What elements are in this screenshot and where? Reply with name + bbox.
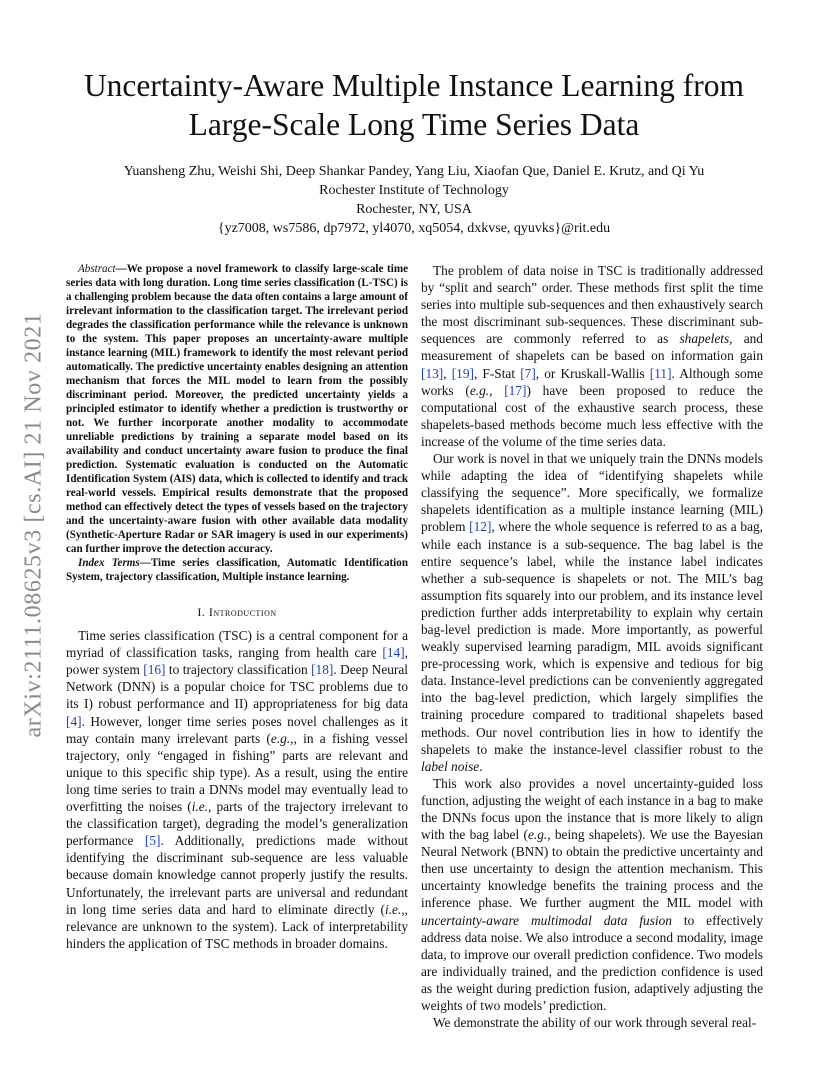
abstract-paragraph bbox=[66, 262, 408, 556]
body-text: We demonstrate the ability of our work through several real- bbox=[433, 1015, 757, 1031]
body-text: Time series classification (TSC) is a central component for a myriad of classification tasks, ranging from health care bbox=[66, 628, 408, 661]
index-terms bbox=[66, 556, 408, 584]
body-text: , relevance are unknown to the system). Lack of interpretability hinders the application of TSC methods in broader domains. bbox=[66, 901, 408, 951]
citation-link[interactable]: [16] bbox=[143, 662, 166, 678]
section-title: Introduction bbox=[208, 605, 277, 619]
emphasis-text: e.g., bbox=[270, 730, 294, 746]
body-text: . bbox=[479, 758, 483, 774]
citation-link[interactable]: [13] bbox=[421, 365, 444, 381]
section-heading-introduction bbox=[66, 604, 408, 621]
section-number: I. bbox=[197, 605, 209, 619]
body-text: , and measurement of shapelets can be based on information gain bbox=[421, 331, 763, 364]
body-text: The problem of data noise in TSC is traditionally addressed by “split and search” order. These methods first split the time series into multiple sub-sequences and then exhaustively search the most discriminant sub-sequences. These discriminant sub-sequences are commonly referred to as bbox=[421, 263, 763, 347]
body-text: to trajectory classification bbox=[165, 662, 312, 678]
body-text: . Deep Neural Network (DNN) is a popular choice for TSC problems due to its I) robust performance and II) appropriateness for big data bbox=[66, 662, 408, 712]
body-text: . Although some works ( bbox=[421, 365, 764, 398]
index-terms-label: Index Terms bbox=[78, 557, 140, 569]
arxiv-id-label: arXiv:2111.08625v3 [cs.AI] 21 Nov 2021 bbox=[20, 312, 47, 738]
body-text: . Additionally, predictions made without identifying the discriminant sub-sequence are less valuable because domain knowledge cannot properly justify the results. Unfortunately, the irrelevant parts are universal and redundant in long time series data and hard to eliminate directly ( bbox=[66, 833, 408, 917]
body-text: , or Kruskall-Wallis bbox=[535, 365, 650, 381]
intro-paragraph-4 bbox=[421, 775, 763, 1014]
abstract-text: We propose a novel framework to classify large-scale time series data with long duration. Long time series classification (L-TSC) is a challenging problem because the data often contains a large amount of irrelevant information to the classification target. The irrelevant period degrades the classification performance while the relevance is unknown to the system. This paper proposes an uncertainty-aware multiple instance learning (MIL) framework to identify the most relevant period automatically. The predictive uncertainty enables designing an attention mechanism that forces the MIL model to learn from the possibly discriminant period. Moreover, the predicted uncertainty yields a principled estimator to identify whether a prediction is trustworthy or not. We further incorporate another modality to accommodate unreliable predictions by training a separate model based on its availability and conduct uncertainty aware fusion to produce the final prediction. Systematic evaluation is conducted on the Automatic Identification System (AIS) data, which is collected to identify and track real-world vessels. Empirical results demonstrate that the proposed method can effectively detect the types of vessels based on the trajectory and the uncertainty-aware fusion with other available data modality (Synthetic-Aperture Radar or SAR imagery is used in our experiments) can further improve the detection accuracy. bbox=[66, 263, 408, 555]
abstract bbox=[66, 262, 408, 584]
body-text: to effectively address data noise. We also introduce a second modality, image data, to improve our overall prediction confidence. Two models are individually trained, and the prediction confidence is used as the weight during prediction fusion, adaptively adjusting the weights of two models’ prediction. bbox=[421, 912, 763, 1014]
author-list: Yuansheng Zhu, Weishi Shi, Deep Shankar Pandey, Yang Liu, Xiaofan Que, Daniel E. Krutz, and Qi Yu bbox=[123, 164, 705, 179]
citation-link[interactable]: [12] bbox=[469, 519, 492, 535]
paper-title bbox=[50, 66, 778, 144]
citation-link[interactable]: [7] bbox=[520, 365, 536, 381]
emphasis-text: i.e., bbox=[191, 799, 212, 815]
emphasis-text: e.g., bbox=[469, 382, 493, 398]
emphasis-text: e.g., bbox=[527, 827, 551, 843]
body-text: , power system bbox=[66, 645, 408, 678]
body-text: , where the whole sequence is referred to as a bag, while each instance is a sub-sequence. The bag label is the entire sequence’s label, while the instance label indicates whether a sub-sequence is shapelets or not. The MIL’s bag assumption fits squarely into our problem, and its instance level prediction further adds interpretability to explain why certain bag-level prediction is made. More importantly, as powerful weakly supervised learning paradigm, MIL avoids significant pre-processing work, which is expensive and tedious for big data. Instance-level predictions can be conveniently aggregated into the bag-level prediction, which largely simplifies the training procedure compared to traditional shapelets based methods. Our novel contribution lies in how to identify the shapelets to make the instance-level classifier robust to the bbox=[421, 519, 763, 757]
body-text bbox=[492, 383, 504, 398]
citation-link[interactable]: [4] bbox=[66, 713, 82, 729]
index-terms-dash: — bbox=[139, 557, 151, 569]
intro-paragraph-2 bbox=[421, 262, 763, 450]
abstract-label: Abstract bbox=[78, 263, 116, 275]
body-text: ) have been proposed to reduce the computational cost of the exhaustive search process, these shapelets-based methods become much less effective with the increase of the volume of the time series data. bbox=[421, 382, 763, 449]
citation-link[interactable]: [19] bbox=[451, 365, 474, 381]
body-text: being shapelets). We use the Bayesian Neural Network (BNN) to obtain the predictive uncertainty and then use uncertainty to design the attention mechanism. This uncertainty knowledge benefits the training process and the inference phase. We further augment the MIL model with bbox=[421, 827, 763, 911]
citation-link[interactable]: [18] bbox=[311, 662, 334, 678]
body-text: , F-Stat bbox=[473, 365, 521, 381]
body-text: , bbox=[443, 365, 452, 381]
location: Rochester, NY, USA bbox=[356, 202, 472, 217]
left-column bbox=[66, 262, 408, 952]
author-block bbox=[50, 162, 778, 238]
intro-paragraph-5 bbox=[421, 1014, 763, 1031]
emphasis-text: label noise bbox=[421, 758, 480, 774]
emphasis-text: shapelets bbox=[679, 331, 730, 347]
abstract-dash: — bbox=[115, 263, 127, 275]
emphasis-text: i.e., bbox=[385, 901, 405, 917]
index-terms-text: Time series classification, Automatic Identification System, trajectory classification, Multiple instance learning. bbox=[66, 557, 408, 583]
title-line-2: Large-Scale Long Time Series Data bbox=[188, 107, 640, 142]
arxiv-side-stamp bbox=[14, 290, 54, 760]
body-text: parts of the trajectory irrelevant to the classification target), degrading the model’s generalization performance bbox=[66, 799, 408, 849]
body-text: Our work is novel in that we uniquely train the DNNs models while adapting the idea of “identifying shapelets while classifying the sequence”. More specifically, we formalize shapelets identification as a multiple instance learning (MIL) problem bbox=[421, 451, 763, 535]
intro-paragraph-1 bbox=[66, 627, 408, 952]
intro-paragraph-3 bbox=[421, 450, 763, 775]
citation-link[interactable]: [17] bbox=[504, 382, 527, 398]
affiliation: Rochester Institute of Technology bbox=[319, 183, 509, 198]
body-text: , in a fishing vessel trajectory, only “engaged in fishing” parts are relevant and unique to this specific ship type). As a result, using the entire long time series to train a DNNs model may eventually lead to overfitting the noises ( bbox=[66, 730, 408, 815]
right-column bbox=[421, 262, 763, 1031]
citation-link[interactable]: [5] bbox=[144, 833, 161, 849]
citation-link[interactable]: [14] bbox=[382, 645, 405, 661]
body-text: This work also provides a novel uncertainty-guided loss function, adjusting the weight of each instance in a bag to make the DNNs focus upon the instance that is more likely to align with the bag label ( bbox=[421, 775, 763, 843]
title-line-1: Uncertainty-Aware Multiple Instance Learning from bbox=[83, 68, 745, 103]
body-text: . However, longer time series poses novel challenges as it may contain many irrelevant parts ( bbox=[66, 713, 408, 746]
citation-link[interactable]: [11] bbox=[649, 365, 672, 381]
email-list: {yz7008, ws7586, dp7972, yl4070, xq5054, dxkvse, qyuvks}@rit.edu bbox=[217, 221, 611, 236]
emphasis-text: uncertainty-aware multimodal data fusion bbox=[421, 912, 672, 928]
